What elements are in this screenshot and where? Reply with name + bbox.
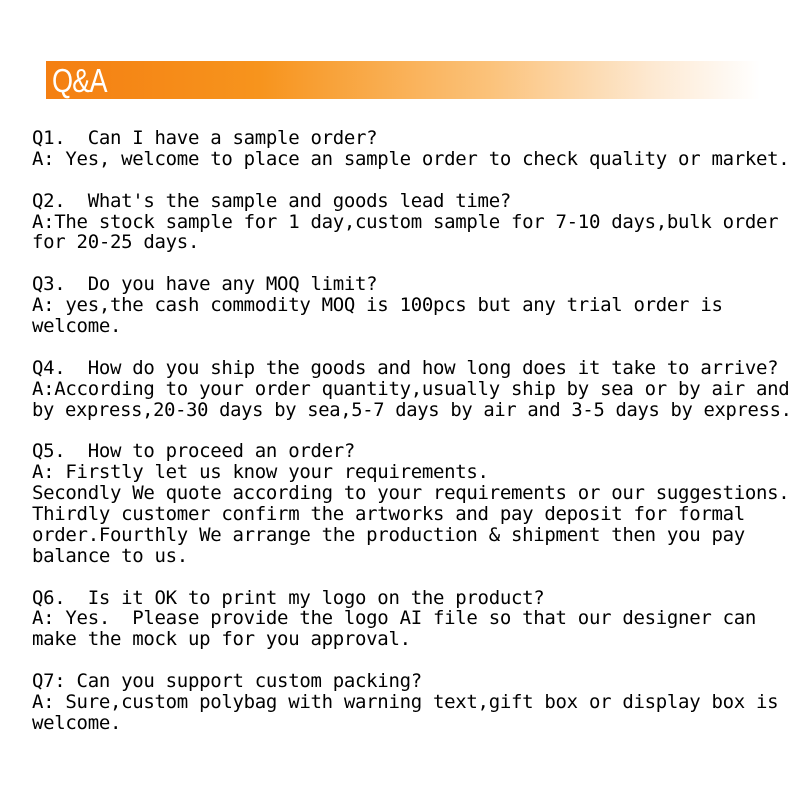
question-1: Q1. Can I have a sample order? [32,127,378,149]
answer-3-line-2: welcome. [32,315,122,338]
question-7: Q7: Can you support custom packing? [32,670,422,693]
answer-3-line-1: A: yes,the cash commodity MOQ is 100pcs but any trial order is [32,294,723,317]
faq-item-1 [32,128,792,170]
question-6: Q6. Is it OK to print my logo on the product? [32,586,545,609]
answer-4-line-1: A:According to your order quantity,usually ship by sea or by air and [32,377,790,400]
answer-5-line-3: Thirdly customer confirm the artworks and pay deposit for formal [32,503,745,526]
question-2: Q2. What's the sample and goods lead time? [32,189,511,212]
answer-5-line-2: Secondly We quote according to your requirements or our suggestions. [32,482,790,505]
question-5: Q5. How to proceed an order? [32,440,356,463]
answer-6-line-2: make the mock up for you approval. [32,628,411,651]
faq-list [32,128,792,755]
faq-item-7 [32,671,792,734]
answer-4-line-2: by express,20-30 days by sea,5-7 days by air and 3-5 days by express. [32,398,792,421]
question-3: Q3. Do you have any MOQ limit? [32,273,378,296]
faq-item-3 [32,274,792,337]
faq-item-6 [32,588,792,651]
faq-item-5 [32,441,792,566]
answer-5-line-5: balance to us. [32,544,188,567]
answer-5-line-1: A: Firstly let us know your requirements. [32,461,489,484]
answer-2-line-1: A:The stock sample for 1 day,custom sample for 7-10 days,bulk order [32,210,779,233]
answer-6-line-1: A: Yes. Please provide the logo AI file so that our designer can [32,607,757,630]
faq-item-2 [32,191,792,254]
answer-1-line-1: A: Yes, welcome to place an sample order to check quality or market. [32,147,790,170]
qa-header-banner [46,61,760,99]
answer-5-line-4: order.Fourthly We arrange the production & shipment then you pay [32,523,745,546]
qa-header-title: Q&A [52,62,107,99]
answer-7-line-1: A: Sure,custom polybag with warning text,gift box or display box is [32,691,779,714]
answer-2-line-2: for 20-25 days. [32,231,200,254]
answer-7-line-2: welcome. [32,711,122,734]
question-4: Q4. How do you ship the goods and how long does it take to arrive? [32,356,779,379]
faq-item-4 [32,358,792,421]
